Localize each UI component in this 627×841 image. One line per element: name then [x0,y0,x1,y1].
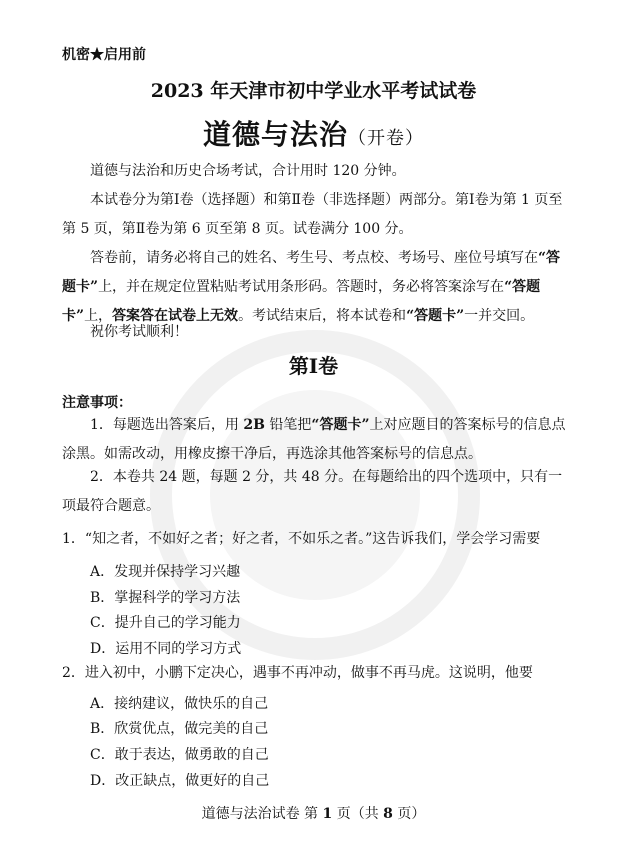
intro-text: 答卷前，请务必将自己的姓名、考生号、考点校、考场号、座位号填写在 [90,250,538,266]
question-2-stem: 2．进入初中，小鹏下定决心，遇事不再冲动，做事不再马虎。这说明，他要 [62,665,533,681]
notice-item-1 [62,411,567,469]
answer-card-term: “答题卡” [62,279,541,324]
question-1-option-c: C．提升自己的学习能力 [90,615,241,631]
intro-text: 。考试结束后，将本试卷和 [238,308,407,324]
question-2-option-c: C．敢于表达，做勇敢的自己 [90,747,269,763]
intro-paragraph-4: 祝你考试顺利！ [90,324,188,340]
intro-paragraph-2: 本试卷分为第Ⅰ卷（选择题）和第Ⅱ卷（非选择题）两部分。第Ⅰ卷为第 1 页至第 5 页，第Ⅱ卷为第 6 页至第 8 页。试卷满分 100 分。 [62,192,563,237]
page-total: 8 [383,806,393,822]
intro-paragraph-1: 道德与法治和历史合场考试，合计用时 120 分钟。 [90,163,406,179]
question-1-option-b: B．掌握科学的学习方法 [90,590,241,606]
footer-text: 道德与法治试卷 第 [201,806,323,822]
question-1-option-d: D．运用不同的学习方式 [90,641,242,657]
confidential-mark: 机密★启用前 [62,47,146,63]
intro-text: 一并交回。 [464,308,535,324]
notice-item-2: 2．本卷共 24 题，每题 2 分，共 48 分。在每题给出的四个选项中，只有一项最符合题意。 [62,469,563,514]
answer-card-term: “答题卡” [311,417,370,433]
part-title: 第Ⅰ卷 [288,354,339,378]
page-number: 1 [322,806,333,822]
footer-text: 页） [392,806,426,822]
subject-name: 道德与法治 [202,118,348,151]
answer-card-term: “答题卡” [406,308,465,324]
intro-text: 上， [84,308,113,324]
notice-text: 上对应题目的答案标号的信息点涂黑。如需改动，用橡皮擦干净后，再选涂其他答案标号的信息点。 [62,417,566,462]
notice-title: 注意事项： [62,395,132,411]
subject-note: （开卷） [348,128,424,149]
footer-text: 页（共 [332,806,384,822]
question-1-option-a: A．发现并保持学习兴趣 [90,564,241,580]
notice-text: 铅笔把 [264,417,312,433]
question-2-option-a: A．接纳建议，做快乐的自己 [90,696,269,712]
question-2-option-d: D．改正缺点，做更好的自己 [90,773,270,789]
invalid-answer-warning: 答案答在试卷上无效 [112,308,239,324]
intro-text: 上，并在规定位置粘贴考试用条形码。答题时，务必将答案涂写在 [98,279,505,295]
question-1-stem: 1．“知之者，不如好之者；好之者，不如乐之者。”这告诉我们，学会学习需要 [62,531,541,547]
pencil-type: 2B [243,417,265,433]
page-footer [0,803,627,823]
answer-card-term: “答题卡” [62,250,561,295]
question-2-option-b: B．欣赏优点，做完美的自己 [90,721,269,737]
exam-title: 2023 年天津市初中学业水平考试试卷 [150,80,477,102]
subject-title [0,113,627,153]
notice-text: 1．每题选出答案后，用 [90,417,244,433]
